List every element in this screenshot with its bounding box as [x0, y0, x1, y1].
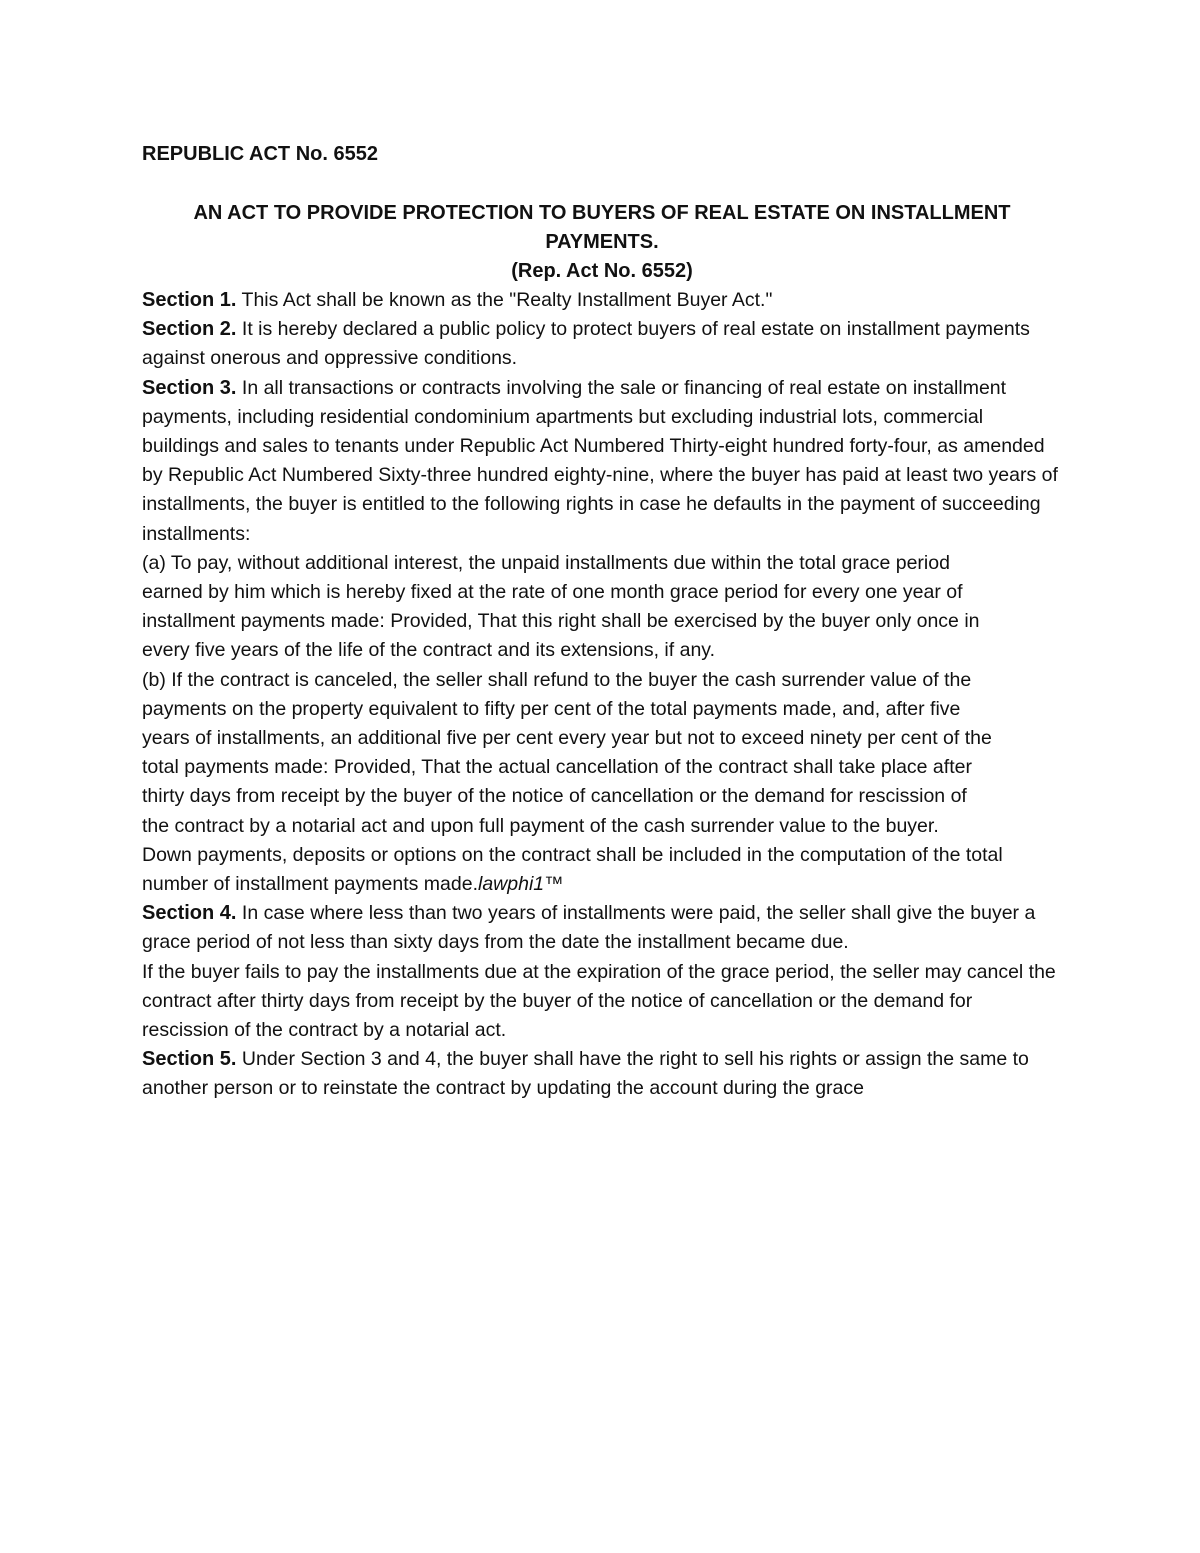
section-4-text: In case where less than two years of installments were paid, the seller shall give the buyer a grace period of not less than sixty days from the date the installment became due. [142, 902, 1036, 954]
section-4 [142, 899, 1062, 957]
section-3-text: In all transactions or contracts involving the sale or financing of real estate on installment payments, including residential condominium apartments but excluding industrial lots, commercial buildings and sales to tenants under Republic Act Numbered Thirty-eight hundred forty-four, as amended by Republic Act Numbered Sixty-three hundred eighty-nine, where the buyer has paid at least two years of installments, the buyer is entitled to the following rights in case he defaults in the payment of succeeding installments: [142, 376, 1058, 545]
section-2 [142, 315, 1062, 373]
act-title: AN ACT TO PROVIDE PROTECTION TO BUYERS OF REAL ESTATE ON INSTALLMENT PAYMENTS. [193, 202, 1011, 253]
section-3-label: Section 3. [142, 376, 237, 399]
down-payments-text: Down payments, deposits or options on the contract shall be included in the computation of the total number of installment payments made. [142, 843, 1003, 896]
act-title-block [142, 199, 1062, 286]
section-1-text: This Act shall be known as the "Realty Installment Buyer Act." [236, 289, 773, 311]
act-number-heading: REPUBLIC ACT No. 6552 [142, 143, 378, 165]
section-3 [142, 374, 1062, 549]
act-subtitle: (Rep. Act No. 6552) [511, 260, 693, 282]
section-5-label: Section 5. [142, 1048, 237, 1071]
section-4-label: Section 4. [142, 902, 237, 925]
section-5-text: Under Section 3 and 4, the buyer shall have the right to sell his rights or assign the same to another person or to reinstate the contract by updating the account during the grace [142, 1048, 1029, 1100]
section-2-text: It is hereby declared a public policy to protect buyers of real estate on installment payments against onerous and oppressive conditions. [142, 318, 1030, 370]
down-payments-paragraph [142, 841, 1062, 899]
section-1 [142, 286, 1062, 315]
section-3-item-a: (a) To pay, without additional interest, the unpaid installments due within the total grace period earned by him which is hereby fixed at the rate of one month grace period for every one year of installment payments made: Provided, That this right shall be exercised by the buyer only once in every five years of the life of the contract and its extensions, if any. [142, 551, 980, 662]
document-body [142, 140, 1062, 1104]
section-4-followup: If the buyer fails to pay the installments due at the expiration of the grace period, the seller may cancel the contract after thirty days from receipt by the buyer of the notice of cancellation or the demand for rescission of the contract by a notarial act. [142, 960, 1056, 1042]
section-3-item-b: (b) If the contract is canceled, the seller shall refund to the buyer the cash surrender value of the payments on the property equivalent to fifty per cent of the total payments made, and, after five years of installments, an additional five per cent every year but not to exceed ninety per cent of the total payments made: Provided, That the actual cancellation of the contract shall take place after thirty days from receipt by the buyer of the notice of cancellation or the demand for rescission of the contract by a notarial act and upon full payment of the cash surrender value to the buyer. [142, 668, 992, 837]
section-5 [142, 1045, 1062, 1103]
lawphil-mark: lawphi1™ [478, 873, 564, 896]
section-1-label: Section 1. [142, 289, 237, 311]
section-2-label: Section 2. [142, 318, 237, 341]
